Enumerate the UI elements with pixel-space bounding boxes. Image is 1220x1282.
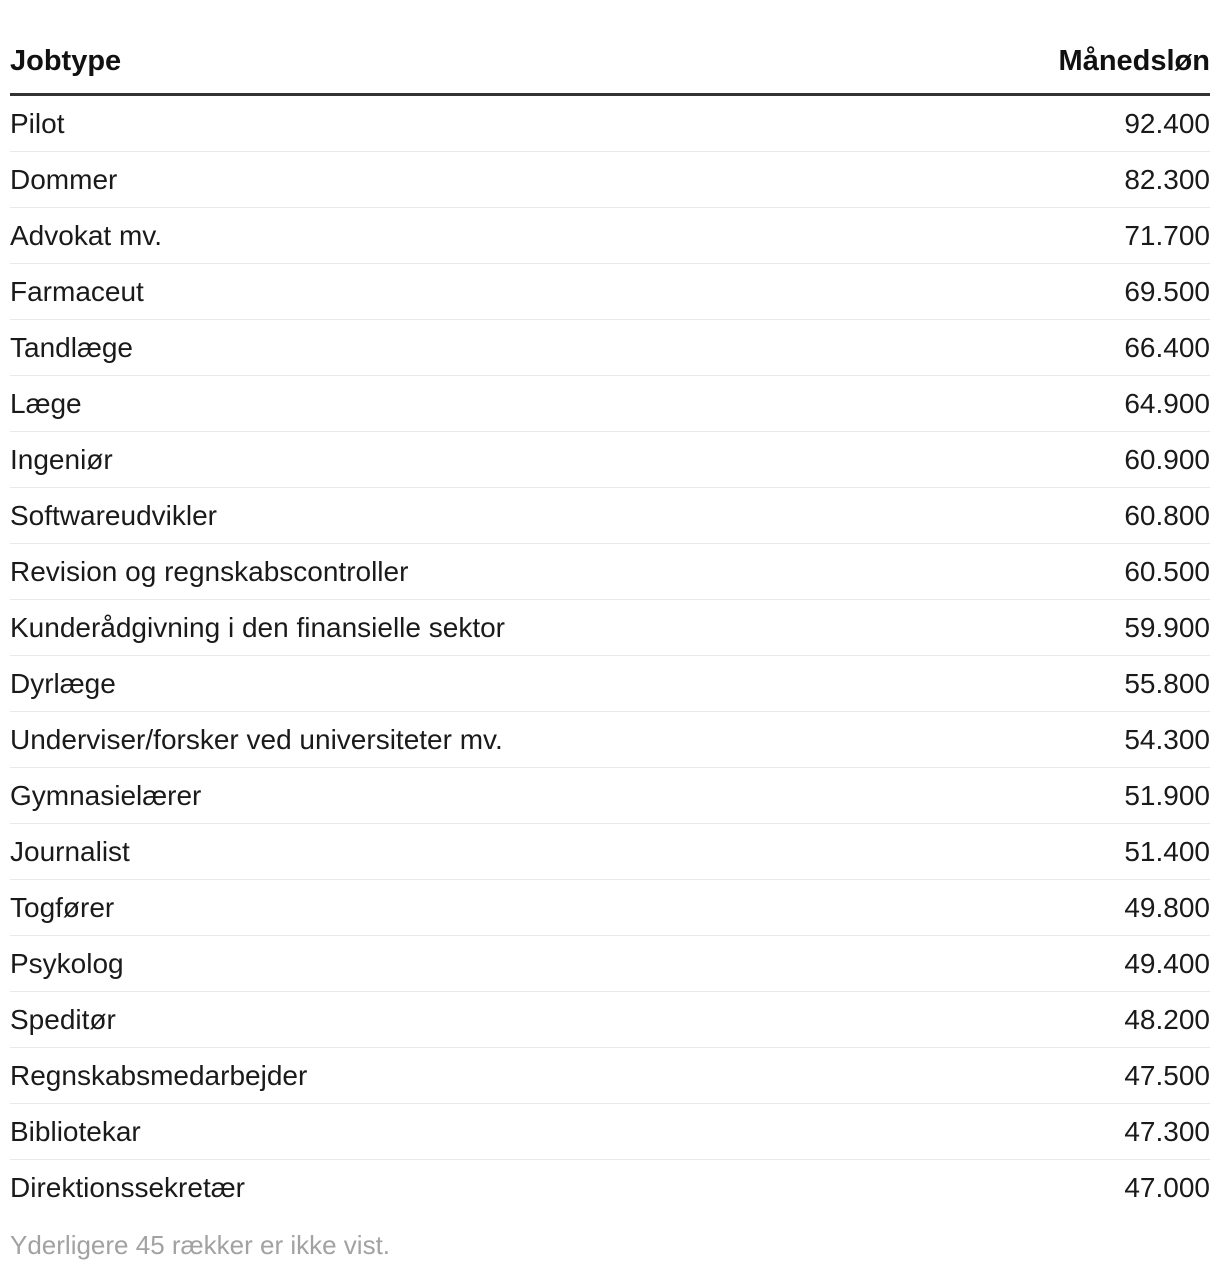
jobtype-cell: Regnskabsmedarbejder [10,1059,308,1091]
table-row [10,320,1210,376]
salary-cell: 64.900 [1124,387,1210,419]
table-row [10,96,1210,152]
table-row [10,600,1210,656]
salary-cell: 66.400 [1124,331,1210,363]
salary-cell: 51.400 [1124,835,1210,867]
table-row [10,152,1210,208]
salary-cell: 59.900 [1124,611,1210,643]
table-row [10,1048,1210,1104]
table-body [10,96,1210,1216]
jobtype-cell: Bibliotekar [10,1115,141,1147]
table-row [10,544,1210,600]
salary-cell: 60.500 [1124,555,1210,587]
table-row [10,992,1210,1048]
salary-cell: 60.900 [1124,443,1210,475]
jobtype-cell: Togfører [10,891,115,923]
hidden-rows-note: Yderligere 45 rækker er ikke vist. [10,1230,391,1260]
table-row [10,768,1210,824]
jobtype-cell: Farmaceut [10,275,144,307]
table-row [10,432,1210,488]
table-row [10,376,1210,432]
salary-cell: 55.800 [1124,667,1210,699]
jobtype-cell: Underviser/forsker ved universiteter mv. [10,723,503,755]
table-row [10,208,1210,264]
jobtype-cell: Pilot [10,107,65,139]
table-row [10,824,1210,880]
table-row [10,936,1210,992]
salary-cell: 51.900 [1124,779,1210,811]
jobtype-cell: Revision og regnskabscontroller [10,555,409,587]
table-row [10,880,1210,936]
table-row [10,1104,1210,1160]
salary-cell: 60.800 [1124,499,1210,531]
table-row [10,264,1210,320]
jobtype-cell: Dyrlæge [10,667,116,699]
salary-cell: 71.700 [1124,219,1210,251]
column-header-salary: Månedsløn [1058,45,1210,77]
jobtype-cell: Ingeniør [10,443,113,475]
salary-cell: 48.200 [1124,1003,1210,1035]
salary-cell: 49.800 [1124,891,1210,923]
table-row [10,488,1210,544]
table-row [10,712,1210,768]
salary-cell: 49.400 [1124,947,1210,979]
table-row [10,1160,1210,1216]
salary-cell: 92.400 [1124,107,1210,139]
table-header-row [10,0,1210,96]
jobtype-cell: Direktionssekretær [10,1172,245,1203]
jobtype-cell: Gymnasielærer [10,779,202,811]
salary-cell: 47.300 [1124,1115,1210,1147]
jobtype-cell: Journalist [10,835,130,867]
jobtype-cell: Dommer [10,163,118,195]
column-header-jobtype: Jobtype [10,45,122,77]
salary-cell: 47.500 [1124,1059,1210,1091]
salary-cell: 82.300 [1124,163,1210,195]
jobtype-cell: Læge [10,387,82,419]
jobtype-cell: Speditør [10,1003,116,1035]
salary-cell: 47.000 [1124,1172,1210,1203]
jobtype-cell: Advokat mv. [10,219,162,251]
salary-cell: 54.300 [1124,723,1210,755]
jobtype-cell: Softwareudvikler [10,499,217,531]
jobtype-cell: Kunderådgivning i den finansielle sektor [10,611,505,643]
table-row [10,656,1210,712]
salary-table [10,0,1210,1216]
jobtype-cell: Psykolog [10,947,124,979]
salary-cell: 69.500 [1124,275,1210,307]
jobtype-cell: Tandlæge [10,331,133,363]
